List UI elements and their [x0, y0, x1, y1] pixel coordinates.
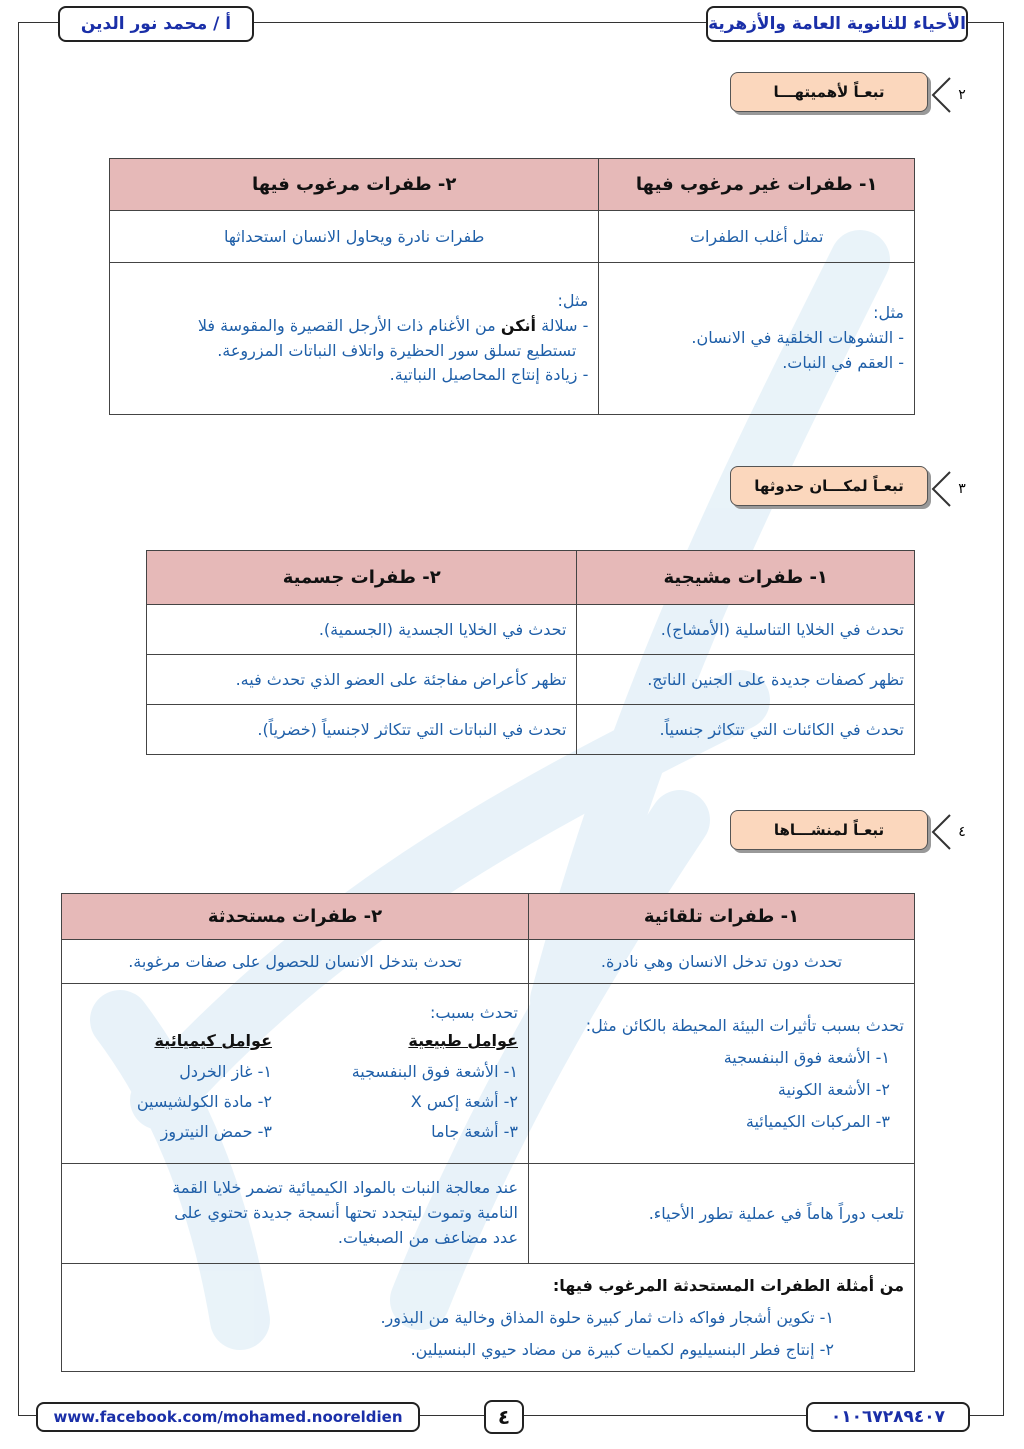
- page-number: ٤: [497, 1405, 511, 1429]
- cell-line: تحدث بسبب تأثيرات البيئة المحيطة بالكائن مثل:: [585, 1015, 904, 1035]
- cell-line: - التشوهات الخلقية في الانسان.: [691, 328, 904, 348]
- example-item: ١- تكوين أشجار فواكه ذات ثمار كبيرة حلوة المذاق وخالية من البذور.: [380, 1307, 834, 1327]
- table-cell: تحدث في الخلايا الجسدية (الجسمية).: [147, 605, 577, 655]
- origin-table: [61, 893, 915, 1372]
- cell-line: عدد مضاعف من الصبغيات.: [337, 1227, 518, 1247]
- examples-cell: [62, 1264, 915, 1372]
- section-2-number: ٢: [958, 87, 966, 103]
- cell-line: ٢- أشعة إكس X: [410, 1092, 518, 1112]
- header-title: الأحياء للثانوية العامة والأزهرية: [708, 14, 966, 34]
- table-cell: [529, 984, 915, 1164]
- natural-title: عوامل طبيعية: [408, 1031, 518, 1051]
- section-2-label: تبعـاً لأهميتهـــا: [730, 72, 928, 112]
- example-item: ٢- إنتاج فطر البنسيليوم لكميات كبيرة من مضاد حيوي البنسيلين.: [410, 1339, 834, 1359]
- facebook-url: www.facebook.com/mohamed.nooreldien: [53, 1408, 403, 1426]
- table-cell: [599, 263, 915, 415]
- col-header-spontaneous: ١- طفرات تلقائية: [529, 894, 915, 940]
- table-cell: [110, 263, 599, 415]
- cell-line: عند معالجة النبات بالمواد الكيميائية تضمر خلايا القمة: [172, 1178, 518, 1198]
- chevron-left-icon: [930, 470, 952, 508]
- cell-line: - العقم في النبات.: [782, 352, 904, 372]
- chevron-left-icon: [930, 813, 952, 851]
- chevron-left-icon: [930, 76, 952, 114]
- cell-line: ١- غاز الخردل: [179, 1061, 272, 1081]
- cell-line: تستطيع تسلق سور الحظيرة واتلاف النباتات المزروعة.: [217, 340, 577, 360]
- chemical-factors: [72, 1026, 318, 1148]
- header-author-box: [58, 6, 254, 42]
- table-cell: طفرات نادرة ويحاول الانسان استحداثها: [110, 211, 599, 263]
- cell-line: ٢- الأشعة الكونية: [777, 1079, 890, 1099]
- text-fragment: من الأغنام ذات الأرجل القصيرة والمقوسة فلا: [197, 315, 501, 335]
- table-cell: تحدث بتدخل الانسان للحصول على صفات مرغوبة.: [62, 940, 529, 984]
- cell-line: - زيادة إنتاج المحاصيل النباتية.: [389, 365, 589, 385]
- table-cell: تحدث دون تدخل الانسان وهي نادرة.: [529, 940, 915, 984]
- phone-box: [806, 1402, 970, 1432]
- cell-line: ٢- مادة الكولشيسين: [136, 1092, 272, 1112]
- cell-line: مثل:: [873, 303, 904, 323]
- section-4-number: ٤: [958, 824, 966, 840]
- col-header-germinal: ١- طفرات مشيجية: [577, 551, 915, 605]
- table-cell: [62, 984, 529, 1164]
- col-header-desired: ٢- طفرات مرغوب فيها: [110, 159, 599, 211]
- text-fragment: - سلالة: [536, 315, 589, 335]
- cell-line: [120, 314, 588, 339]
- examples-title: من أمثلة الطفرات المستحدثة المرغوب فيها:: [552, 1275, 904, 1295]
- cell-line: ٣- المركبات الكيميائية: [745, 1111, 890, 1131]
- bold-term: أنكن: [500, 315, 537, 335]
- table-cell: تظهر كصفات جديدة على الجنين الناتج.: [577, 655, 915, 705]
- facebook-link[interactable]: [36, 1402, 420, 1432]
- page-number-box: [484, 1400, 524, 1434]
- col-header-induced: ٢- طفرات مستحدثة: [62, 894, 529, 940]
- table-cell: تظهر كأعراض مفاجئة على العضو الذي تحدث فيه.: [147, 655, 577, 705]
- table-cell: [62, 1164, 529, 1264]
- cell-line: ١- الأشعة فوق البنفسجية: [351, 1061, 518, 1081]
- header-author: أ / محمد نور الدين: [80, 14, 232, 34]
- importance-table: [109, 158, 915, 415]
- natural-factors: [318, 1026, 518, 1148]
- chemical-title: عوامل كيميائية: [154, 1031, 272, 1051]
- header-title-box: [706, 6, 968, 42]
- cell-line: ٣- أشعة جاما: [431, 1122, 518, 1142]
- section-3-number: ٣: [958, 481, 966, 497]
- cell-line: مثل:: [557, 290, 589, 310]
- cell-line: ٣- حمض النيتروز: [160, 1122, 272, 1142]
- table-cell: تحدث في النباتات التي تتكاثر لاجنسياً (خضرياً).: [147, 705, 577, 755]
- table-cell: تمثل أغلب الطفرات: [599, 211, 915, 263]
- phone-number: ٠١٠٦٧٢٨٩٤٠٧: [830, 1407, 946, 1427]
- table-cell: تحدث في الخلايا التناسلية (الأمشاج).: [577, 605, 915, 655]
- col-header-undesired: ١- طفرات غير مرغوب فيها: [599, 159, 915, 211]
- table-cell: تحدث في الكائنات التي تتكاثر جنسياً.: [577, 705, 915, 755]
- section-4-label: تبعـاً لمنشـــاها: [730, 810, 928, 850]
- cell-line: تحدث بسبب:: [430, 1003, 518, 1023]
- cell-line: النامية وتموت ليتجدد تحتها أنسجة جديدة تحتوي على: [174, 1203, 518, 1223]
- col-header-somatic: ٢- طفرات جسمية: [147, 551, 577, 605]
- location-table: [146, 550, 915, 755]
- table-cell: تلعب دوراً هاماً في عملية تطور الأحياء.: [529, 1164, 915, 1264]
- cell-line: ١- الأشعة فوق البنفسجية: [723, 1047, 890, 1067]
- section-3-label: تبعـاً لمكـــان حدوثها: [730, 466, 928, 506]
